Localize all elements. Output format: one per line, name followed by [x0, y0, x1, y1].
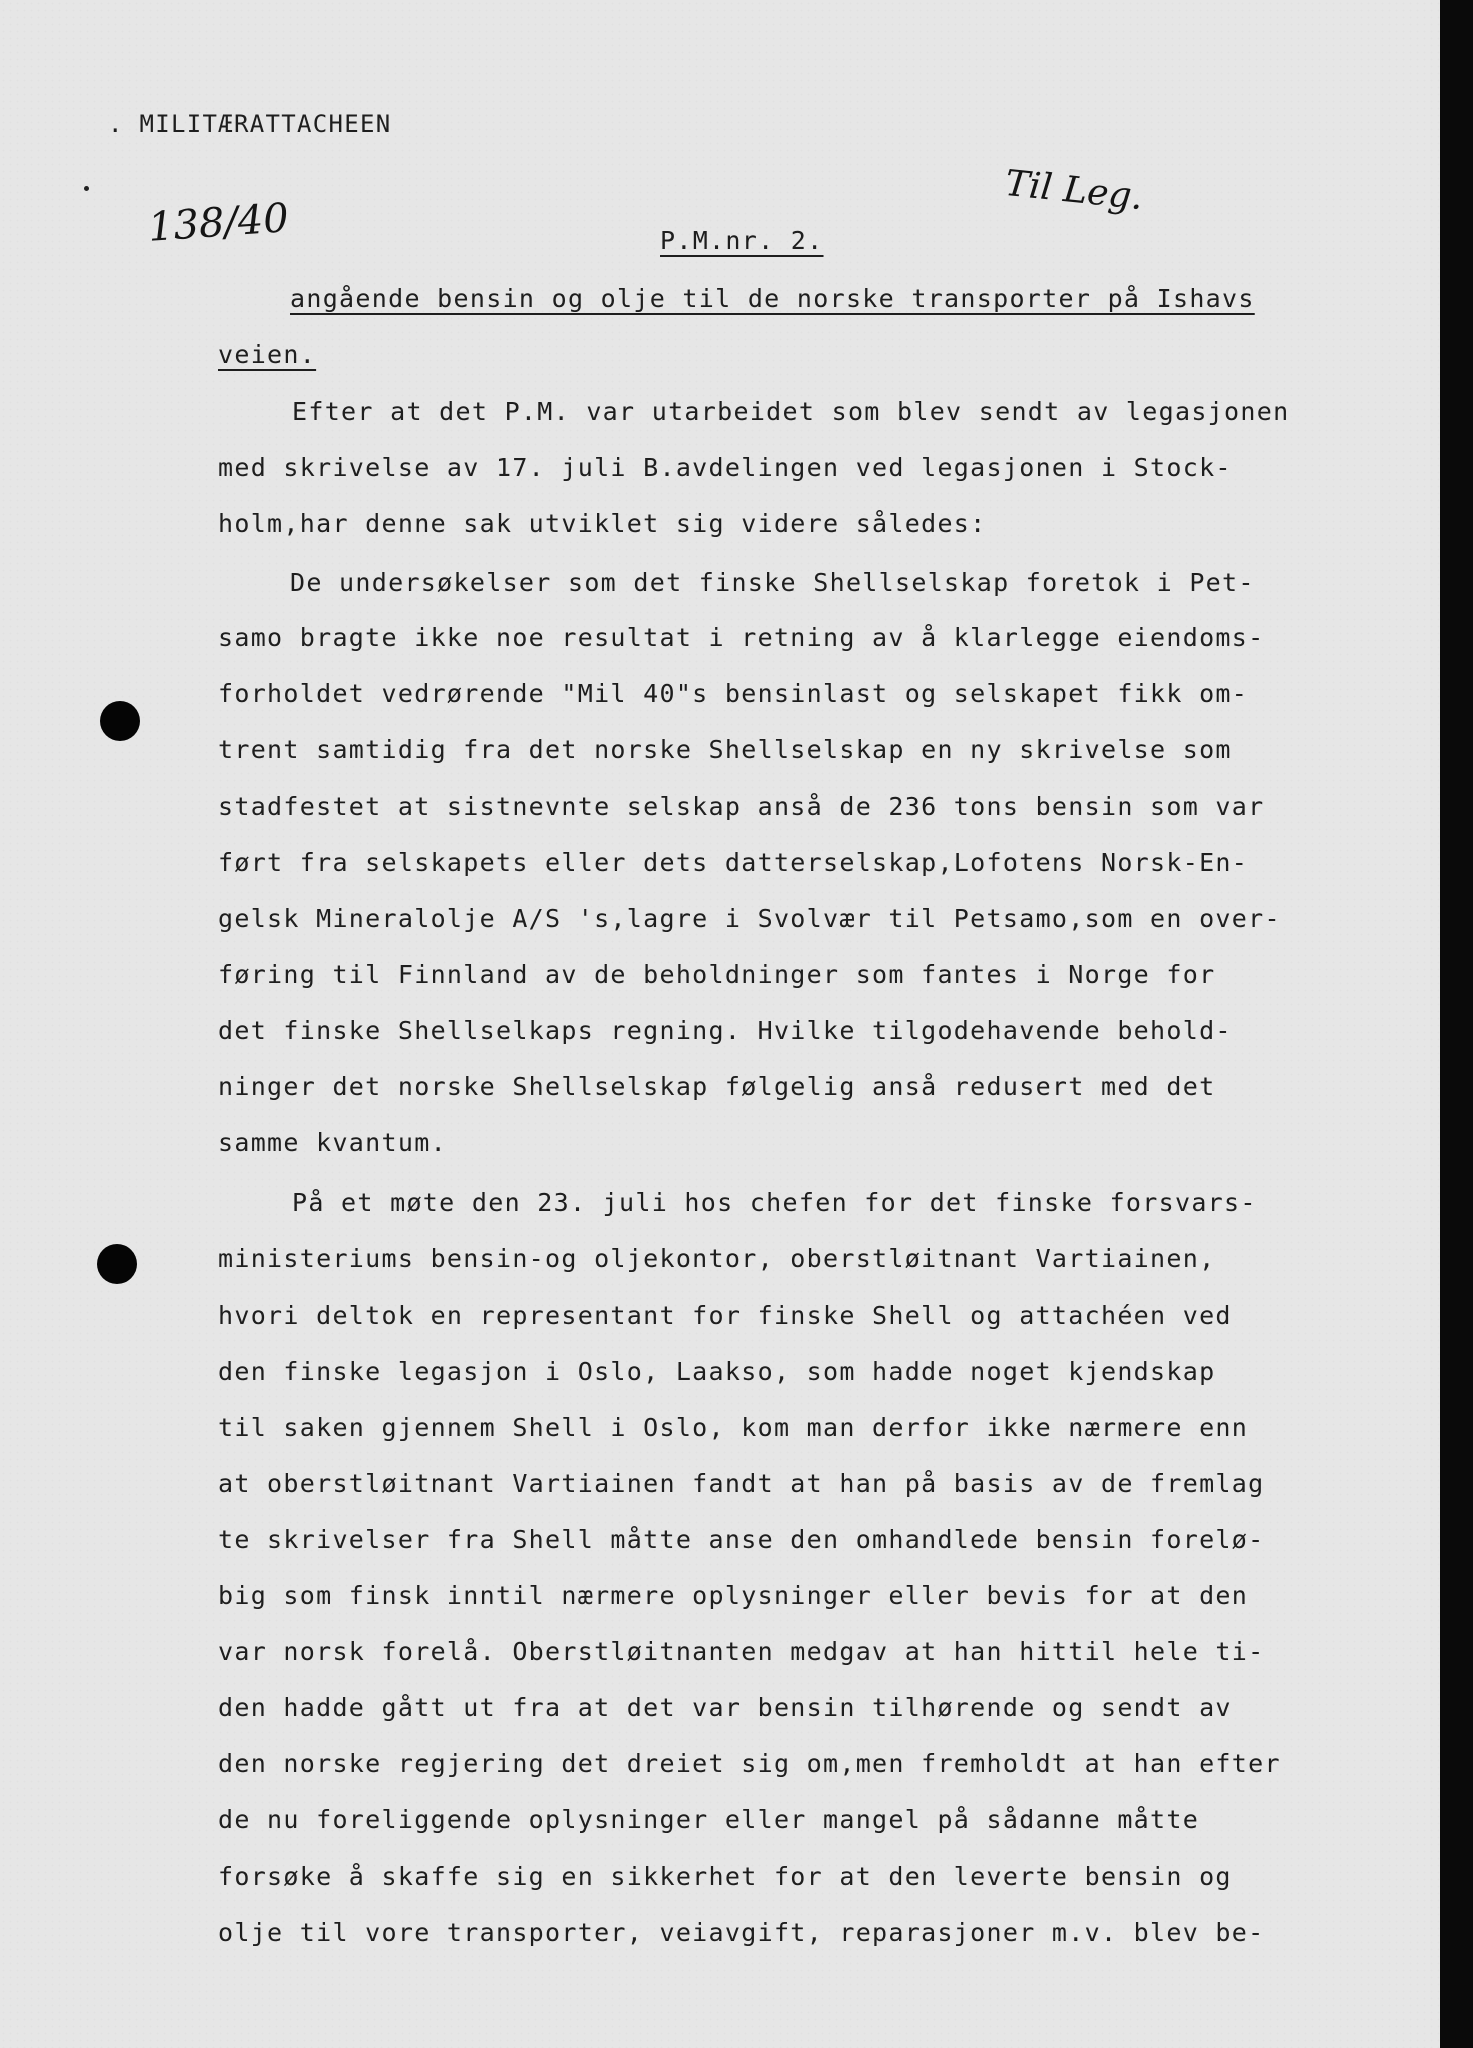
punch-hole-top: [100, 701, 140, 741]
subject-line-1: angående bensin og olje til de norske transporter på Ishavs: [290, 284, 1255, 313]
body-line: På et møte den 23. juli hos chefen for det finske forsvars-: [292, 1188, 1257, 1217]
body-line: holm,har denne sak utviklet sig videre således:: [218, 509, 987, 538]
body-line: hvori deltok en representant for finske Shell og attachéen ved: [218, 1301, 1232, 1330]
body-line: med skrivelse av 17. juli B.avdelingen ved legasjonen i Stock-: [218, 453, 1232, 482]
body-line: ninger det norske Shellselskap følgelig anså redusert med det: [218, 1072, 1216, 1101]
margin-mark: [84, 186, 89, 191]
body-line: samo bragte ikke noe resultat i retning av å klarlegge eiendoms-: [218, 623, 1265, 652]
body-line: føring til Finnland av de beholdninger som fantes i Norge for: [218, 960, 1216, 989]
body-line: trent samtidig fra det norske Shellselskap en ny skrivelse som: [218, 735, 1232, 764]
body-line: var norsk forelå. Oberstløitnanten medgav at han hittil hele ti-: [218, 1637, 1265, 1666]
page-title: P.M.nr. 2.: [660, 226, 824, 255]
body-line: den hadde gått ut fra at det var bensin tilhørende og sendt av: [218, 1693, 1232, 1722]
body-line: te skrivelser fra Shell måtte anse den omhandlede bensin forelø-: [218, 1525, 1265, 1554]
body-line: forsøke å skaffe sig en sikkerhet for at den leverte bensin og: [218, 1862, 1232, 1891]
subject-line-2: veien.: [218, 340, 317, 369]
file-reference: 138/40: [146, 195, 291, 251]
routing-note: Til Leg.: [1003, 162, 1145, 219]
office-header: . MILITÆRATTACHEEN: [108, 110, 392, 138]
body-line: forholdet vedrørende "Mil 40"s bensinlast og selskapet fikk om-: [218, 679, 1249, 708]
body-line: ministeriums bensin-og oljekontor, oberstløitnant Vartiainen,: [218, 1244, 1216, 1273]
body-line: samme kvantum.: [218, 1128, 447, 1157]
body-line: Efter at det P.M. var utarbeidet som blev sendt av legasjonen: [292, 397, 1290, 426]
body-line: olje til vore transporter, veiavgift, reparasjoner m.v. blev be-: [218, 1918, 1265, 1947]
body-line: ført fra selskapets eller dets datterselskap,Lofotens Norsk-En-: [218, 848, 1249, 877]
scan-edge: [1440, 0, 1473, 2048]
body-line: de nu foreliggende oplysninger eller mangel på sådanne måtte: [218, 1805, 1200, 1834]
body-line: det finske Shellselkaps regning. Hvilke tilgodehavende behold-: [218, 1016, 1232, 1045]
body-line: De undersøkelser som det finske Shellselskap foretok i Pet-: [290, 568, 1255, 597]
punch-hole-bottom: [97, 1244, 137, 1284]
body-line: den norske regjering det dreiet sig om,men fremholdt at han efter: [218, 1749, 1281, 1778]
body-line: til saken gjennem Shell i Oslo, kom man derfor ikke nærmere enn: [218, 1413, 1249, 1442]
body-line: at oberstløitnant Vartiainen fandt at han på basis av de fremlag: [218, 1469, 1265, 1498]
body-line: stadfestet at sistnevnte selskap anså de 236 tons bensin som var: [218, 792, 1265, 821]
body-line: den finske legasjon i Oslo, Laakso, som hadde noget kjendskap: [218, 1357, 1216, 1386]
body-line: gelsk Mineralolje A/S 's,lagre i Svolvær til Petsamo,som en over-: [218, 904, 1281, 933]
body-line: big som finsk inntil nærmere oplysninger eller bevis for at den: [218, 1581, 1249, 1610]
